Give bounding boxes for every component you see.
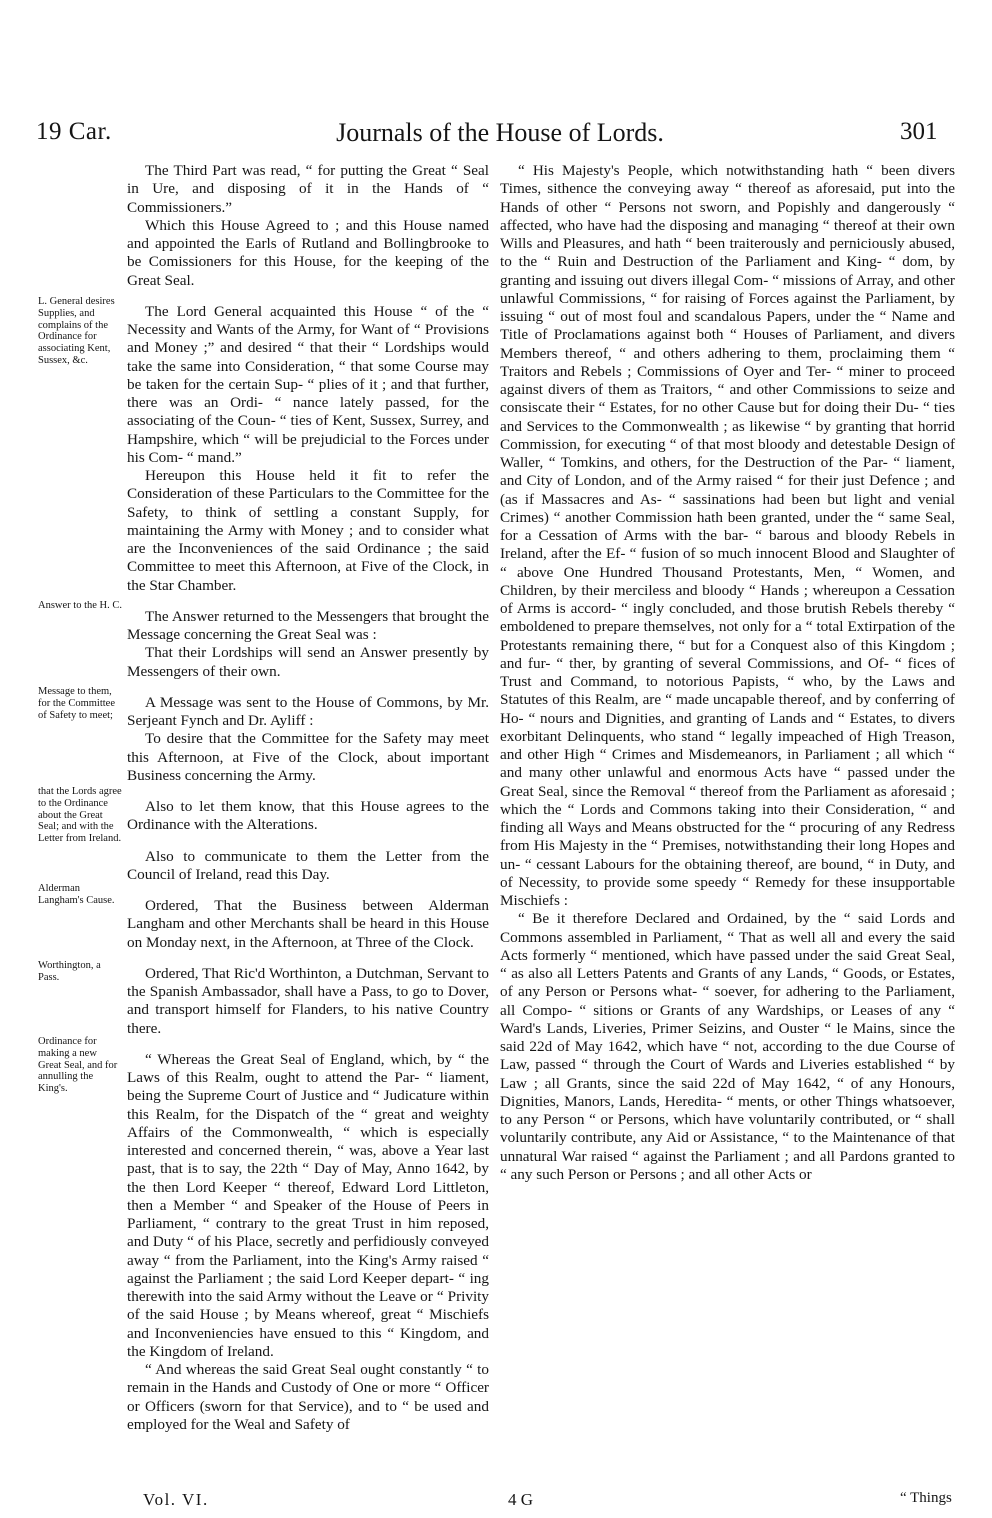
margin-note: Message to them, for the Committee of Safety to meet; <box>38 686 115 721</box>
paragraph: The Third Part was read, “ for putting the Great “ Seal in Ure, and disposing of it in the Hands of “ Commissioners.” <box>127 162 489 216</box>
paragraph: “ Whereas the Great Seal of England, which, by “ the Laws of this Realm, ought to attend the Par- “ liament, being the Supreme Court of Justice and “ Judicature within this Realm, for the Dispatch of the “ great and weighty Affairs of the Commonwealth, “ which is especially interested and concerned therein, “ was, above a Year last past, that is to say, the 22th “ Day of May, Anno 1642, by the then Lord Keeper “ thereof, Edward Lord Littleton, then a Member “ and Speaker of the House of Peers in Parliament, “ contrary to the great Trust in him reposed, and Duty “ of his Place, secretly and perfidiously conveyed away “ from the Parliament, into the King's Army raised “ against the Parliament ; the said Lord Keeper depart- “ ing therewith into the said Army without the Leave or “ Privity of the said House ; by Means whereof, great “ Mischiefs and Inconveniencies have ensued to this “ Kingdom, and the Kingdom of Ireland. <box>127 1050 489 1360</box>
regnal-year: 19 Car. <box>36 118 112 145</box>
margin-note: Alderman Langham's Cause. <box>38 883 115 906</box>
paragraph: Also to communicate to them the Letter from the Council of Ireland, read this Day. <box>127 847 489 883</box>
paragraph: The Lord General acquainted this House “ of the “ Necessity and Wants of the Army, for Want of “ Provisions and Money ;” and desired “ that their “ Lordships would take the same into Consideration, “ that some Course may be taken for the certain Sup- “ plies of it ; and that further, there was an Ordi- “ nance lately passed, for the associating of the Coun- “ ties of Kent, Sussex, Surrey, and Hampshire, which “ will be prejudicial to the Forces under his Com- “ mand.” <box>127 302 489 466</box>
paragraph: Ordered, That Ric'd Worthinton, a Dutchman, Servant to the Spanish Ambassador, shall have a Pass, to go to Dover, and transport himself for Flanders, to his native Country there. <box>127 964 489 1037</box>
paragraph: A Message was sent to the House of Commons, by Mr. Serjeant Fynch and Dr. Ayliff : <box>127 693 489 729</box>
right-column <box>500 162 955 1184</box>
signature-mark: 4 G <box>508 1490 534 1509</box>
paragraph: Hereupon this House held it fit to refer the Consideration of these Particulars to the Committee for the Safety, to think of settling a constant Supply, for maintaining the Army with Money ; and to consider what are the Inconveniences of the said Ordinance ; the said Committee to meet this Afternoon, at Five of the Clock, in the Star Chamber. <box>127 467 489 594</box>
paragraph: “ And whereas the said Great Seal ought constantly “ to remain in the Hands and Custody of One or more “ Officer or Officers (sworn for that Service), and to “ be used and employed for the Weal and Safety of <box>127 1361 489 1433</box>
margin-note: Ordinance for making a new Great Seal, and for annulling the King's. <box>38 1036 118 1095</box>
paragraph: To desire that the Committee for the Safety may meet this Afternoon, at Five of the Clock, about important Business concerning the Army. <box>127 730 489 784</box>
paragraph: The Answer returned to the Messengers that brought the Message concerning the Great Seal was : <box>127 607 489 643</box>
margin-note: L. General desires Supplies, and complains of the Ordinance for associating Kent, Sussex, &c. <box>38 296 115 366</box>
paragraph: Which this House Agreed to ; and this House named and appointed the Earls of Rutland and Bollingbrooke to be Comissioners for this House, for the keeping of the Great Seal. <box>127 216 489 289</box>
paragraph: “ Be it therefore Declared and Ordained, by the “ said Lords and Commons assembled in Parliament, “ That as well all and every the said Acts formerly “ mentioned, which have passed under the said Great Seal, “ as also all Letters Patents and Grants of any Lands, “ Goods, or Estates, of any Person or Persons what- “ soever, for adhering to the Parliament, all Compo- “ sitions or Grants of any Wardships, or Leases of any “ Ward's Lands, Liveries, Primer Seizins, and Ouster “ le Mains, since the said 22d of May 1642, which have “ not, according to the due Course of Law, passed “ through the Court of Wards and Liveries established “ by Law ; all Grants, since the said 22d of May 1642, “ of any Honours, Dignities, Manors, Lands, Heredita- “ ments, or other Things whatsoever, to any Person “ or Persons, which have voluntarily contributed, or “ shall voluntarily contribute, any Aid or Assistance, “ to the Maintenance of that unnatural War raised “ against the Parliament ; and all Pardons granted to “ any such Person or Persons ; and all other Acts or <box>500 910 955 1183</box>
margin-note: that the Lords agree to the Ordinance about the Great Seal; and with the Letter from Ireland. <box>38 786 122 845</box>
left-column <box>127 162 489 1434</box>
catchword: “ Things <box>900 1490 952 1506</box>
page-number: 301 <box>900 118 938 145</box>
volume-mark: Vol. VI. <box>143 1490 209 1509</box>
margin-note: Worthington, a Pass. <box>38 960 101 983</box>
running-title: Journals of the House of Lords. <box>336 118 664 147</box>
paragraph: “ His Majesty's People, which notwithstanding hath “ been divers Times, sithence the conveying away “ thereof as aforesaid, put into the Hands of other “ Persons not sworn, and Popishly and dangerously “ affected, who have had the disposing and managing “ thereof at their own Wills and Pleasures, and hath “ been traiterously and perniciously abused, to the “ Ruin and Destruction of the Parliament and King- “ dom, by granting and issuing out divers illegal Com- “ missions of Array, and other unlawful Commissions, “ for raising of Forces against the Parliament, by issuing “ out of most foul and scandalous Papers, under the “ Name and Title of Proclamations against both “ Houses of Parliament, and divers Members thereof, “ and others adhering to them, proclaiming them “ Traitors and Rebels ; Commissions of Oyer and Ter- “ miner to proceed against divers of them as Traitors, “ and other Commissions to seize and consiscate their “ Estates, for no other Cause but for doing their Du- “ ties and Services to the Commonwealth ; as likewise “ by granting that horrid Commission, for executing “ of that most bloody and detestable Design of Waller, “ Tomkins, and others, for the Destruction of the Par- “ liament, and City of London, and of the Army raised “ for their just Defence ; and (as if Massacres and As- “ sassinations had been but light and venial Crimes) “ another Commission hath been granted, under the “ same Seal, for a Cessation of Arms with the bar- “ barous and bloody Rebels in Ireland, after the Ef- “ fusion of so much innocent Blood and Slaughter of “ above One Hundred Thousand Protestants, Men, “ Women, and Children, by their merciless and bloody “ Hands ; whereupon a Cessation of Arms is accord- “ ingly concluded, and those brutish Rebels thereby “ emboldened to prepare themselves, not only for a “ total Extirpation of the Protestants remaining there, “ but for a Conquest also of this Kingdom ; and fur- “ ther, by granting of several Commissions, and Of- “ fices of Trust and Command, to notorious Papists, “ who, by the Laws and Statutes of this Realm, are “ made uncapable thereof, and by conferring of Ho- “ nours and Dignities, and granting of Lands and “ Estates, to divers exorbitant Delinquents, who stand “ legally impeached of High Treason, and other High “ Crimes and Misdemeanors, in Parliament ; all which “ and many other unlawful and enormous Acts have “ passed under the Great Seal, since the Removal “ thereof from the Parliament as aforesaid ; which the “ Lords and Commons taking into their Consideration, “ and finding all Ways and Means obstructed for the “ procuring of any Redress from His Majesty in the “ Premises, notwithstanding their long Hopes and un- “ cessant Labours for the obtaining thereof, are bound, “ in Duty, and of Necessity, to provide some speedy “ Remedy for these insupportable Mischiefs : <box>500 162 955 909</box>
paragraph: Also to let them know, that this House agrees to the Ordinance with the Alterations. <box>127 798 489 834</box>
margin-note: Answer to the H. C. <box>38 600 122 611</box>
page-header <box>0 118 992 158</box>
paragraph: Ordered, That the Business between Alderman Langham and other Merchants shall be heard in this House on Monday next, in the Afternoon, at Three of the Clock. <box>127 897 489 951</box>
paragraph: That their Lordships will send an Answer presently by Messengers of their own. <box>127 644 489 680</box>
